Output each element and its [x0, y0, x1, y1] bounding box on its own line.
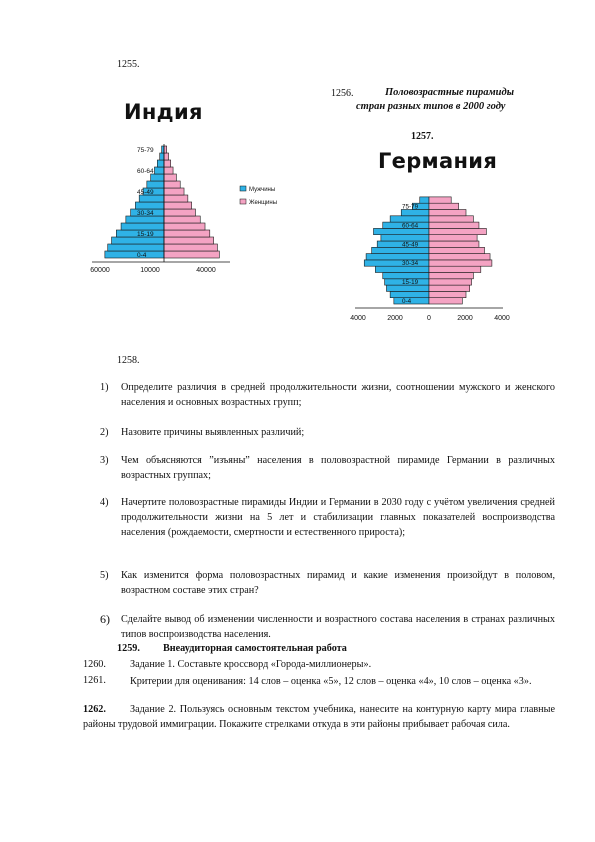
india-bar-female-70-74: [164, 153, 169, 160]
germany-bar-male-30-34: [364, 260, 429, 266]
india-y-tick-label: 30-34: [137, 210, 154, 217]
india-y-tick-label: 60-64: [137, 168, 154, 175]
india-bar-female-0-4: [164, 251, 219, 258]
germany-bar-female-55-59: [429, 228, 486, 234]
criteria-text: Критерии для оценивания: 14 слов – оценка «5», 12 слов – оценка «4», 10 слов – оценка «3».: [130, 676, 532, 687]
india-bar-male-50-54: [147, 181, 164, 188]
india-legend-swatch: [240, 199, 246, 204]
germany-x-tick-label: 4000: [350, 315, 366, 322]
germany-bar-male-50-54: [381, 235, 429, 241]
question-number: 4): [100, 497, 109, 508]
germany-bar-female-50-54: [429, 235, 477, 241]
germany-bar-female-25-29: [429, 266, 481, 272]
germany-bar-male-5-9: [390, 291, 429, 297]
germany-bar-female-45-49: [429, 241, 479, 247]
question-number: 2): [100, 427, 109, 438]
question-text: Чем объясняются ”изъяны” населения в половозрастной пирамиде Германии в различных возрастных группах;: [121, 455, 555, 481]
task-2-text: Задание 2. Пользуясь основным текстом учебника, нанесите на контурную карту мира главные районы трудовой иммиграции. Покажите стрелками откуда в эти районы прибывает рабочая сила.: [83, 704, 555, 730]
figure-caption-line1: Половозрастные пирамиды: [385, 87, 514, 98]
india-bar-male-70-74: [160, 153, 164, 160]
question-5: [100, 568, 555, 598]
germany-bar-female-10-14: [429, 285, 470, 291]
germany-y-tick-label: 75-79: [402, 203, 419, 211]
india-bar-female-25-29: [164, 216, 200, 223]
question-number: 3): [100, 455, 109, 466]
germany-y-tick-label: 60-64: [402, 222, 419, 230]
germany-bar-male-65-69: [390, 216, 429, 222]
item-number-1260: 1260.: [83, 659, 106, 670]
germany-pyramid-chart: [340, 176, 520, 324]
task-1: Задание 1. Составьте кроссворд «Города-миллионеры».: [130, 659, 372, 670]
germany-bar-female-75-79: [429, 203, 459, 209]
india-bar-male-5-9: [108, 244, 164, 251]
india-y-tick-label: 15-19: [137, 231, 154, 238]
india-legend-swatch: [240, 186, 246, 191]
question-text: Назовите причины выявленных различий;: [121, 427, 305, 438]
figure-caption-line2: стран разных типов в 2000 году: [356, 101, 506, 112]
item-number-1262: 1262.: [83, 704, 106, 715]
question-6: [100, 612, 555, 642]
india-x-tick-label: 40000: [196, 267, 216, 274]
india-y-tick-label: 0-4: [137, 252, 147, 259]
germany-bar-female-80+: [429, 197, 451, 203]
germany-bar-female-40-44: [429, 247, 485, 253]
india-bar-female-55-59: [164, 174, 176, 181]
india-x-tick-label: 10000: [140, 267, 160, 274]
india-bar-female-45-49: [164, 188, 184, 195]
germany-bar-female-15-19: [429, 279, 472, 285]
india-bar-female-10-14: [164, 237, 214, 244]
germany-bar-female-70-74: [429, 210, 466, 216]
item-number-1257: 1257.: [411, 131, 434, 142]
india-bar-male-65-69: [157, 160, 164, 167]
india-bar-female-75-79: [164, 146, 167, 153]
india-bar-male-60-64: [154, 167, 164, 174]
task-2: [83, 703, 555, 732]
germany-y-tick-label: 0-4: [402, 298, 412, 305]
question-text: Определите различия в средней продолжительности жизни, соотношении мужского и женского населения и основных возрастных групп;: [121, 382, 555, 408]
germany-x-tick-label: 4000: [494, 315, 510, 322]
germany-bar-female-35-39: [429, 254, 490, 260]
india-chart-title: Индия: [124, 100, 203, 124]
item-number-1255: 1255.: [117, 59, 140, 70]
question-2: [100, 425, 555, 440]
india-pyramid-chart: [80, 126, 300, 281]
germany-bar-female-0-4: [429, 298, 462, 304]
germany-x-tick-label: 2000: [457, 315, 473, 322]
item-number-1258: 1258.: [117, 355, 140, 366]
germany-bar-female-30-34: [429, 260, 492, 266]
germany-bar-male-35-39: [366, 254, 429, 260]
india-bar-female-40-44: [164, 195, 188, 202]
india-bar-male-0-4: [105, 251, 164, 258]
question-number: 5): [100, 570, 109, 581]
question-1: [100, 380, 555, 410]
question-number: 6): [100, 612, 110, 626]
india-bar-male-40-44: [139, 195, 164, 202]
india-legend-label: Женщины: [249, 200, 278, 206]
question-text: Как изменится форма половозрастных пирамид и какие изменения произойдут в половом, возрастном составе этих стран?: [121, 570, 555, 596]
germany-bar-female-60-64: [429, 222, 479, 228]
item-number-1261: 1261.: [83, 675, 106, 686]
germany-bar-male-20-24: [383, 273, 429, 279]
india-bar-female-35-39: [164, 202, 192, 209]
germany-y-tick-label: 30-34: [402, 260, 419, 268]
india-bar-female-15-19: [164, 230, 210, 237]
question-4: [100, 495, 555, 540]
question-number: 1): [100, 382, 109, 393]
india-y-tick-label: 75-79: [137, 147, 154, 154]
question-text: Сделайте вывод об изменении численности и возрастного состава населения в странах различных типов воспроизводства населения.: [121, 614, 555, 640]
germany-bar-male-0-4: [394, 298, 429, 304]
germany-y-tick-label: 45-49: [402, 241, 419, 249]
question-3: [100, 453, 555, 483]
germany-bar-female-5-9: [429, 291, 466, 297]
germany-bar-female-20-24: [429, 273, 473, 279]
india-bar-female-50-54: [164, 181, 180, 188]
india-legend-label: Мужчины: [249, 187, 276, 193]
india-bar-male-25-29: [126, 216, 164, 223]
india-bar-female-30-34: [164, 209, 195, 216]
germany-y-tick-label: 15-19: [402, 279, 419, 287]
germany-x-tick-label: 2000: [387, 315, 403, 322]
india-y-tick-label: 45-49: [137, 189, 154, 196]
germany-chart-title: Германия: [378, 149, 498, 173]
germany-bar-male-80+: [420, 197, 429, 203]
section-heading: Внеаудиторная самостоятельная работа: [163, 643, 347, 654]
india-bar-female-20-24: [164, 223, 205, 230]
india-bar-female-60-64: [164, 167, 173, 174]
india-bar-male-35-39: [135, 202, 164, 209]
india-bar-male-20-24: [121, 223, 164, 230]
india-bar-male-55-59: [151, 174, 164, 181]
item-number-1256: 1256.: [331, 88, 354, 99]
item-number-1259: 1259.: [117, 643, 140, 654]
india-bar-female-5-9: [164, 244, 217, 251]
germany-x-tick-label: 0: [427, 315, 431, 322]
india-bar-female-65-69: [164, 160, 171, 167]
germany-bar-male-40-44: [372, 247, 429, 253]
germany-bar-female-65-69: [429, 216, 473, 222]
india-x-tick-label: 60000: [90, 267, 110, 274]
question-text: Начертите половозрастные пирамиды Индии и Германии в 2030 году с учётом увеличения средней продолжительности жизни на 5 лет и стабилизации главных показателей воспроизводства населения (рождаемости, смертности и естественного прироста);: [121, 497, 555, 538]
india-bar-male-10-14: [112, 237, 164, 244]
